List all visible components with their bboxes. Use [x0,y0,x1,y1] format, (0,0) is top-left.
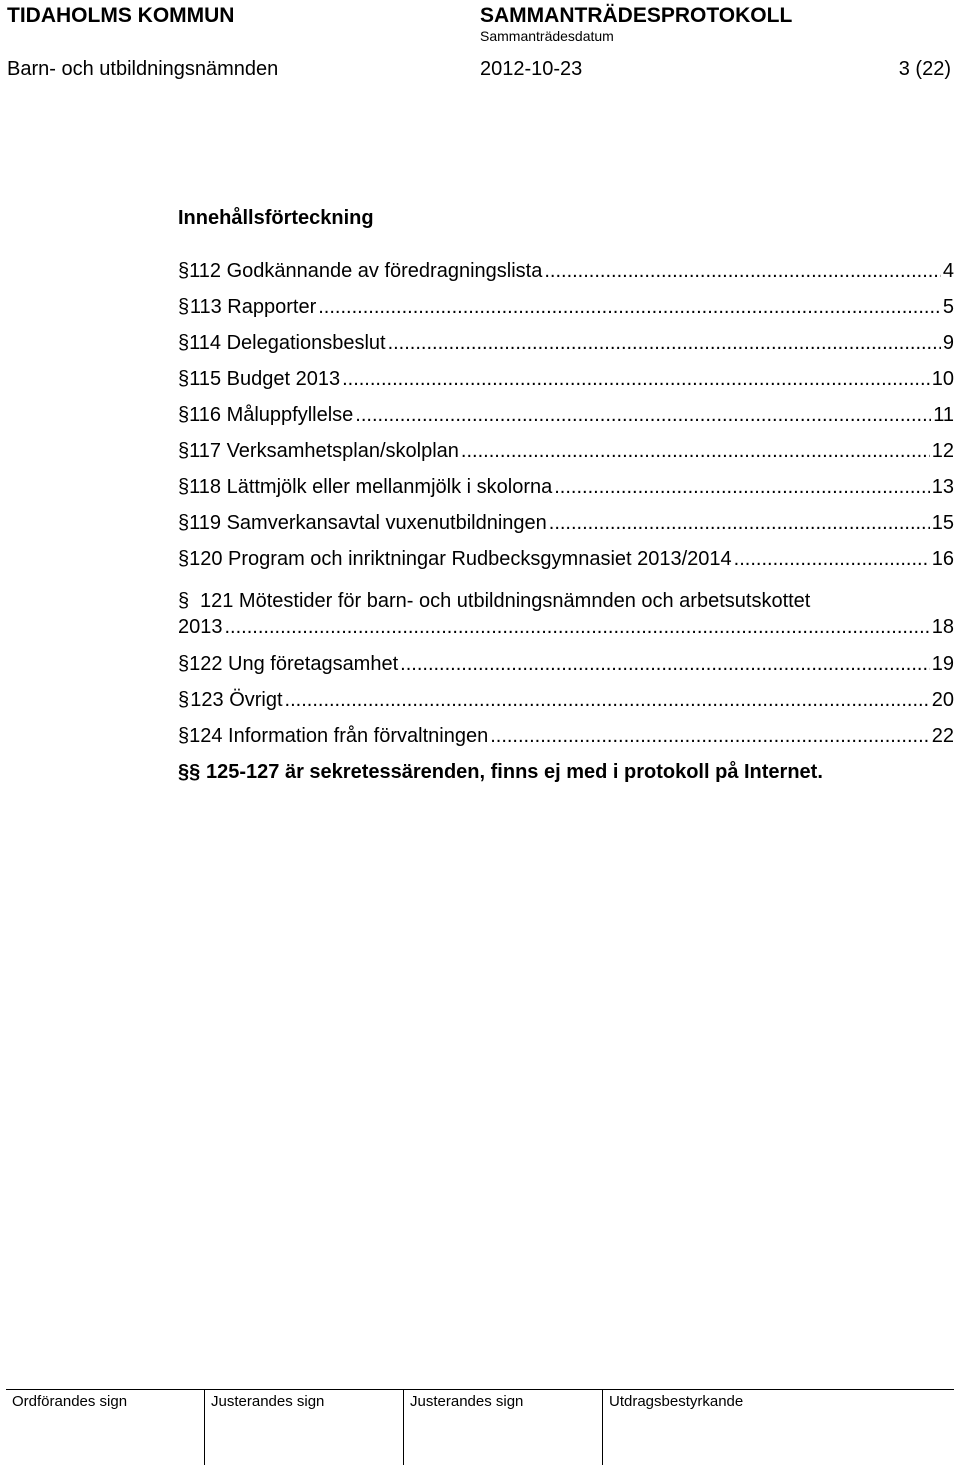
toc-entry[interactable] [178,546,954,572]
section-symbol: § [178,512,190,534]
dot-leader [388,330,941,356]
header-municipality: TIDAHOLMS KOMMUN [7,4,235,27]
toc-entry[interactable] [178,687,954,713]
toc-entry[interactable] [178,438,954,464]
toc-entry[interactable] [178,588,954,646]
section-symbol: §§ [178,761,201,783]
section-symbol: § [178,689,190,711]
toc-entry[interactable] [178,402,954,428]
toc-entry-title: 119 Samverkansavtal vuxenutbildningen [189,512,547,534]
toc-entry-page: 22 [931,725,954,747]
toc-entry[interactable] [178,330,954,356]
dot-leader [554,474,930,500]
toc-entry-title: 123 Övrigt [190,689,283,711]
toc-entry-title-continued: 2013 [178,616,223,638]
dot-leader [355,402,931,428]
dot-leader [490,723,930,749]
footer-cell-adjuster-sign [403,1390,602,1465]
section-symbol: § [178,548,190,570]
header-meeting-date: 2012-10-23 [480,58,583,80]
toc-entry-page: 18 [931,616,954,638]
toc-entry[interactable] [178,651,954,677]
header-document-type: SAMMANTRÄDESPROTOKOLL [480,4,793,27]
toc-entry[interactable] [178,723,954,749]
dot-leader [342,366,930,392]
toc-entry-title: 116 Måluppfyllelse [189,404,354,426]
dot-leader [734,546,930,572]
dot-leader [285,687,930,713]
section-symbol: § [178,296,190,318]
section-symbol: § [178,653,190,675]
footer-label: Justerandes sign [211,1393,325,1410]
toc-entry-title: 114 Delegationsbeslut [189,332,386,354]
toc-entry-title: 115 Budget 2013 [189,368,341,390]
section-symbol: § [178,440,190,462]
section-symbol: § [178,332,190,354]
footer-label: Ordförandes sign [12,1393,128,1410]
toc-entry-page: 16 [931,548,954,570]
toc-entry-title: 122 Ung företagsamhet [189,653,399,675]
header-page-number: 3 (22) [898,58,951,80]
toc-entry-page: 13 [931,476,954,498]
confidential-items-note [178,759,954,785]
toc-entry[interactable] [178,258,954,284]
toc-entry[interactable] [178,366,954,392]
dot-leader [544,258,941,284]
footer-cell-chair-sign [6,1390,204,1465]
toc-entry[interactable] [178,294,954,320]
footer-cell-adjuster-sign [204,1390,403,1465]
dot-leader [549,510,930,536]
toc-entry[interactable] [178,510,954,536]
header-date-label: Sammanträdesdatum [480,28,614,44]
toc-entry-page: 11 [933,404,954,426]
footer-label: Justerandes sign [410,1393,524,1410]
toc-entry-page: 9 [942,332,954,354]
footer-label: Utdragsbestyrkande [609,1393,744,1410]
signature-footer [6,1389,954,1465]
toc-entry-title: 121 Mötestider för barn- och utbildningsnämnden och arbetsutskottet [200,590,811,612]
toc-entry-page: 19 [931,653,954,675]
section-symbol: § [178,368,190,390]
toc-entry-page: 12 [931,440,954,462]
toc-entry-page: 4 [942,260,954,282]
footer-cell-extract-certification [602,1390,954,1465]
header-committee: Barn- och utbildningsnämnden [7,58,279,80]
toc-entry-page: 5 [942,296,954,318]
confidential-items-text: 125-127 är sekretessärenden, finns ej med i protokoll på Internet. [206,761,823,783]
toc-entry-page: 20 [931,689,954,711]
toc-entry-title: 117 Verksamhetsplan/skolplan [189,440,459,462]
toc-entry-title: 124 Information från förvaltningen [189,725,489,747]
section-symbol: § [178,476,190,498]
toc-entry[interactable] [178,474,954,500]
toc-entry-page: 10 [931,368,954,390]
dot-leader [225,614,930,640]
toc-entry-title: 120 Program och inriktningar Rudbecksgymnasiet 2013/2014 [189,548,732,570]
section-symbol: § [178,404,190,426]
toc-entry-title: 112 Godkännande av föredragningslista [189,260,543,282]
section-symbol: § [178,260,190,282]
dot-leader [318,294,941,320]
toc-entry-title: 118 Lättmjölk eller mellanmjölk i skolorna [189,476,553,498]
section-symbol: § [178,590,190,612]
section-symbol: § [178,725,190,747]
dot-leader [400,651,930,677]
toc-entry-title: 113 Rapporter [189,296,317,318]
dot-leader [461,438,930,464]
toc-heading: Innehållsförteckning [178,207,374,229]
toc-entry-page: 15 [931,512,954,534]
